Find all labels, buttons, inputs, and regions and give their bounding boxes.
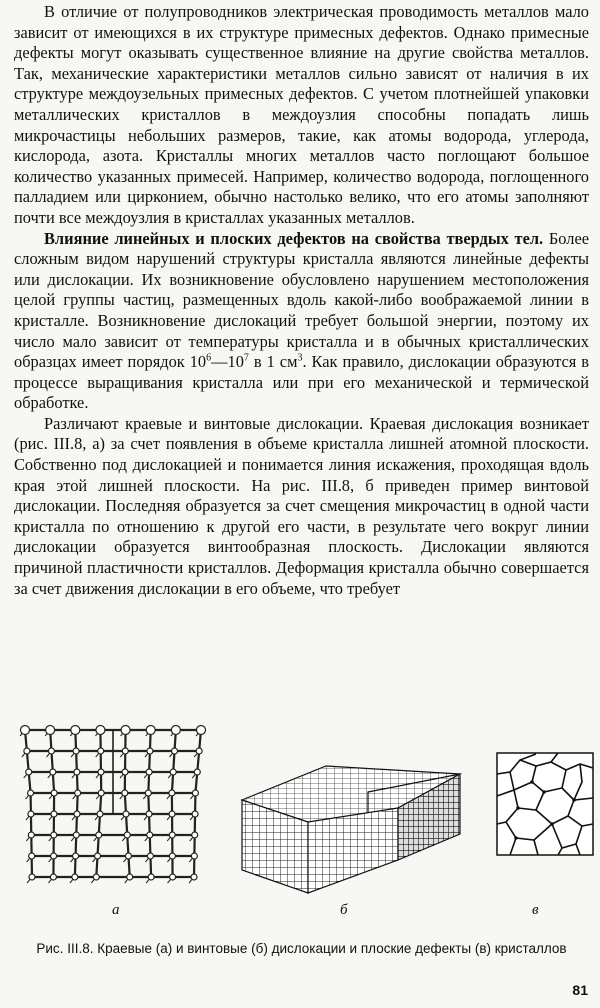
block-front-face-mid xyxy=(308,808,398,893)
figure-label-b: б xyxy=(340,902,348,918)
dash-ten: —10 xyxy=(211,352,244,372)
screw-dislocation-block xyxy=(238,748,470,898)
edge-dislocation-lattice xyxy=(8,718,218,898)
exponent-3: 3 xyxy=(297,352,303,364)
section-heading: Влияние линейных и плоских дефектов на свойства твердых тел. xyxy=(44,228,544,248)
figure-caption: Рис. III.8. Краевые (а) и винтовые (б) дислокации и плоские дефекты (в) кристаллов xyxy=(36,941,567,956)
page-number: 81 xyxy=(572,982,588,998)
per-cm: в 1 см xyxy=(248,352,298,372)
paragraph-impurity-defects: В отличие от полупроводников электрическая проводимость металлов мало зависит от имеющихся в их структуре примесных дефектов. Однако примесные дефекты могут оказывать существенное влияние на другие свойства металлов. Так, механические характеристики металлов сильно зависят от наличия в их структуре междоузельных примесных дефектов. С учетом плотнейшей упаковки металлических кристаллов в междоузлия способны попадать лишь микрочастицы небольших размеров, такие, как атомы водорода, углерода, кислорода, азота. Кристаллы многих металлов часто поглощают большое количество указанных примесей. Например, количество водорода, поглощенного палладием или цирконием, обычно настолько велико, что его атомы заполняют почти все междоузлия в кристаллах указанных металлов. xyxy=(14,2,589,227)
paragraph-linear-defects xyxy=(14,229,589,414)
figure-III-8 xyxy=(0,718,600,928)
grain-boundaries xyxy=(496,752,594,856)
body-text xyxy=(14,2,589,599)
exponent-6: 6 xyxy=(206,352,212,364)
figure-label-a: а xyxy=(112,902,120,918)
paragraph2-end: . Как правило, дислокации образуются в процессе выращивания кристалла или при его механической и термической обработке. xyxy=(14,352,589,413)
exponent-7: 7 xyxy=(243,352,249,364)
paragraph2-text: Более сложным видом нарушений структуры кристалла являются линейные дефекты или дислокации. Их возникновение обусловлено нарушением местоположения целой группы частиц, размещенных вдоль какой-либо воображаемой линии в кристалле. Возникновение дислокаций требует большой энергии, поэтому их число мало зависит от температуры кристалла и в обычных кристаллических образцах имеет порядок 10 xyxy=(14,228,589,372)
paragraph-dislocation-types: Различают краевые и винтовые дислокации. Краевая дислокация возникает (рис. III.8, а) за счет появления в объеме кристалла лишней атомной плоскости. Собственно под дислокацией и понимается линия искажения, проходящая вдоль края этой лишней плоскости. На рис. III.8, б приведен пример винтовой дислокации. Последняя образуется за счет смещения микрочастиц в одной части кристалла по отношению к другой его части, в результате чего вокруг линии дислокации образуется винтообразная плоскость. Дислокации являются причиной пластичности кристаллов. Деформация кристалла обычно совершается за счет движения дислокации в его объеме, что требует xyxy=(14,413,589,598)
figure-label-c: в xyxy=(532,902,539,918)
